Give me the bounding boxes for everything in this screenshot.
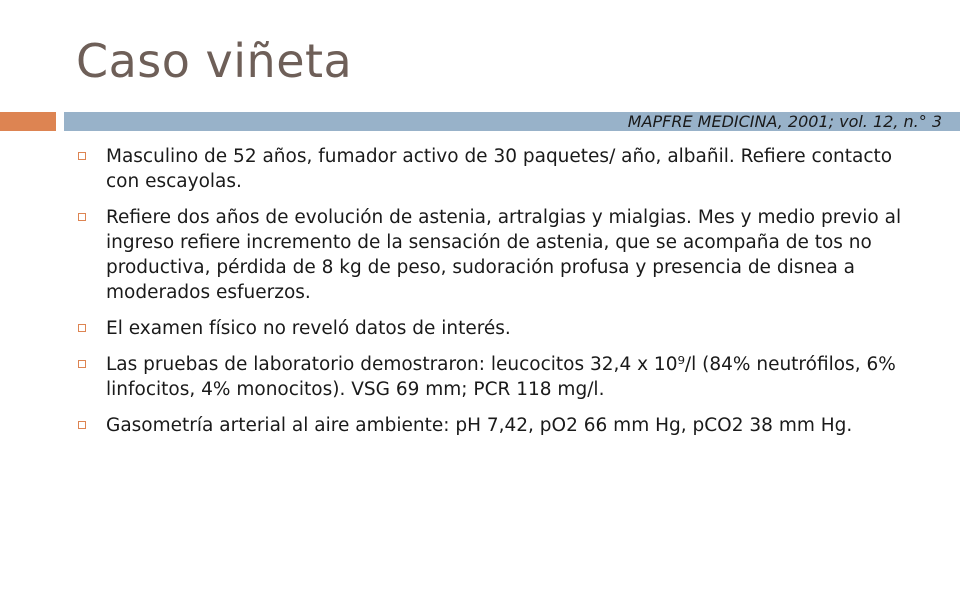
hollow-square-icon — [78, 324, 86, 332]
bullet-text: Refiere dos años de evolución de astenia, artralgias y mialgias. Mes y medio previo al ingreso refiere incremento de la sensación de astenia, que se acompaña de tos no productiva, pérdida de 8 kg de peso, sudoración profusa y presencia de disnea a moderados esfuerzos. — [106, 207, 902, 303]
bullet-item — [76, 205, 916, 305]
accent-bar-orange — [0, 112, 56, 131]
slide-title: Caso viñeta — [76, 34, 353, 88]
bullet-item — [76, 316, 916, 341]
hollow-square-icon — [78, 152, 86, 160]
hollow-square-icon — [78, 360, 86, 368]
hollow-square-icon — [78, 213, 86, 221]
bullet-text: Gasometría arterial al aire ambiente: pH 7,42, pO2 66 mm Hg, pCO2 38 mm Hg. — [106, 415, 853, 436]
bullet-text: Masculino de 52 años, fumador activo de 30 paquetes/ año, albañil. Refiere contacto con escayolas. — [106, 146, 893, 192]
bullet-item — [76, 413, 916, 438]
hollow-square-icon — [78, 421, 86, 429]
bullet-item — [76, 352, 916, 402]
bullet-list — [76, 144, 916, 449]
bullet-item — [76, 144, 916, 194]
bullet-text: Las pruebas de laboratorio demostraron: leucocitos 32,4 x 10⁹/l (84% neutrófilos, 6% linfocitos, 4% monocitos). VSG 69 mm; PCR 118 mg/l. — [106, 354, 896, 400]
citation: MAPFRE MEDICINA, 2001; vol. 12, n.° 3 — [627, 112, 942, 131]
bullet-text: El examen físico no reveló datos de interés. — [106, 318, 511, 339]
